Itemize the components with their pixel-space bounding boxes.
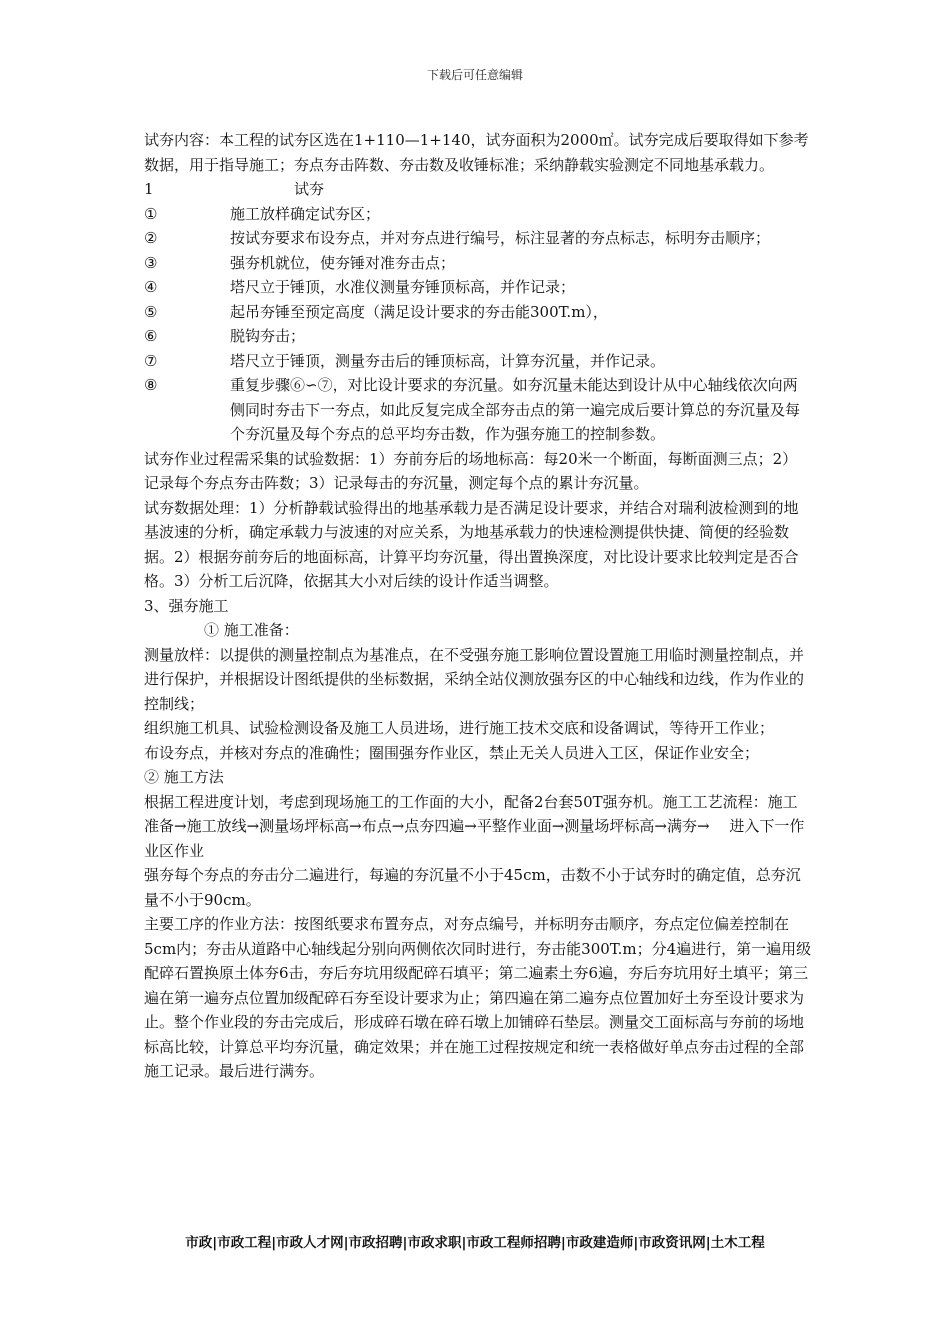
step-item bbox=[144, 324, 812, 349]
section-title: 试夯 bbox=[294, 180, 325, 198]
step-item bbox=[144, 251, 812, 276]
step-item bbox=[144, 202, 812, 227]
step-number: ⑤ bbox=[144, 302, 158, 321]
section-number: 1 bbox=[144, 180, 154, 198]
step-number: ⑦ bbox=[144, 351, 158, 370]
subsection-2-heading: ② 施工方法 bbox=[144, 768, 224, 786]
step-number: ① bbox=[144, 204, 158, 223]
step-number: ④ bbox=[144, 278, 158, 296]
step-item bbox=[144, 226, 812, 251]
intro-paragraph: 试夯内容：本工程的试夯区选在1+110—1+140，试夯面积为2000㎡。试夯完成后要取得如下参考数据，用于指导施工；夯点夯击阵数、夯击数及收锤标准；采纳静载实验测定不同地基承载力。 bbox=[144, 131, 809, 174]
step-item bbox=[144, 349, 812, 374]
step-text: 强夯机就位，使夯锤对准夯击点； bbox=[230, 253, 456, 272]
subsection-1-heading: ① 施工准备： bbox=[204, 621, 299, 639]
process-paragraph: 试夯数据处理：1）分析静载试验得出的地基承载力是否满足设计要求，并结合对瑞利波检测到的地基波速的分析，确定承载力与波速的对应关系，为地基承载力的快速检测提供快捷、简便的经验数据。2）根据夯前夯后的地面标高，计算平均夯沉量，得出置换深度，对比设计要求比较判定是否合格。3）分析工后沉降，依据其大小对后续的设计作适当调整。 bbox=[144, 498, 799, 590]
collect-paragraph: 试夯作业过程需采集的试验数据：1）夯前夯后的场地标高：每20米一个断面，每断面测三点；2）记录每个夯点夯击阵数；3）记录每击的夯沉量，测定每个点的累计夯沉量。 bbox=[144, 449, 798, 492]
each-point-paragraph: 强夯每个夯点的夯击分二遍进行，每遍的夯沉量不小于45cm，击数不小于试夯时的确定值，总夯沉量不小于90cm。 bbox=[144, 866, 801, 909]
step-item bbox=[144, 275, 812, 300]
step-text: 起吊夯锤至预定高度（满足设计要求的夯击能300T.m）， bbox=[230, 302, 608, 321]
step-number: ③ bbox=[144, 253, 158, 272]
plan-paragraph: 根据工程进度计划，考虑到现场施工的工作面的大小，配备2台套50T强夯机。施工工艺流程：施工准备→施工放线→测量场坪标高→布点→点夯四遍→平整作业面→测量场坪标高→满夯→ 进入下一作业区作业 bbox=[144, 792, 805, 860]
step-item bbox=[144, 373, 812, 447]
step-text: 重复步骤⑥∽⑦，对比设计要求的夯沉量。如夯沉量未能达到设计从中心轴线依次向两侧同时夯击下一夯点，如此反复完成全部夯击点的第一遍完成后要计算总的夯沉量及每个夯沉量及每个夯点的总平均夯击数，作为强夯施工的控制参数。 bbox=[230, 376, 801, 443]
step-text: 脱钩夯击； bbox=[230, 327, 306, 345]
organize-paragraph: 组织施工机具、试验检测设备及施工人员进场，进行施工技术交底和设备调试，等待开工作业； bbox=[144, 719, 775, 737]
survey-paragraph: 测量放样：以提供的测量控制点为基准点，在不受强夯施工影响位置设置施工用临时测量控制点，并进行保护，并根据设计图纸提供的坐标数据，采纳全站仪测放强夯区的中心轴线和边线，作为作业的控制线； bbox=[144, 645, 805, 713]
section-3-heading: 3、强夯施工 bbox=[144, 596, 229, 615]
main-process-paragraph: 主要工序的作业方法：按图纸要求布置夯点，对夯点编号，并标明夯击顺序，夯点定位偏差控制在5cm内；夯击从道路中心轴线起分别向两侧依次同时进行，夯击能300T.m；分4遍进行，第一遍用级配碎石置换原土体夯6击，夯后夯坑用级配碎石填平；第二遍素土夯6遍，夯后夯坑用好土填平；第三遍在第一遍夯点位置加级配碎石夯至设计要求为止；第四遍在第二遍夯点位置加好土夯至设计要求为止。整个作业段的夯击完成后，形成碎石墩在碎石墩上加铺碎石垫层。测量交工面标高与夯前的场地标高比较，计算总平均夯沉量，确定效果；并在施工过程按规定和统一表格做好单点夯击过程的全部施工记录。最后进行满夯。 bbox=[144, 915, 812, 1080]
step-text: 塔尺立于锤顶，测量夯击后的锤顶标高，计算夯沉量，并作记录。 bbox=[230, 351, 666, 370]
step-item bbox=[144, 300, 812, 325]
step-text: 塔尺立于锤顶，水准仪测量夯锤顶标高，并作记录； bbox=[230, 278, 576, 296]
section-1-heading bbox=[144, 177, 812, 202]
page-header: 下载后可任意编辑 bbox=[426, 68, 523, 82]
step-number: ⑥ bbox=[144, 327, 158, 345]
step-text: 按试夯要求布设夯点，并对夯点进行编号，标注显著的夯点标志，标明夯击顺序； bbox=[230, 229, 771, 247]
page-footer: 市政|市政工程|市政人才网|市政招聘|市政求职|市政工程师招聘|市政建造师|市政资讯网|土木工程 bbox=[185, 1235, 765, 1251]
step-text: 施工放样确定试夯区； bbox=[230, 204, 381, 223]
step-number: ⑧ bbox=[144, 376, 158, 394]
document-body bbox=[144, 128, 812, 1084]
layout-paragraph: 布设夯点，并核对夯点的准确性；圈围强夯作业区，禁止无关人员进入工区，保证作业安全； bbox=[144, 743, 760, 762]
step-number: ② bbox=[144, 229, 158, 247]
